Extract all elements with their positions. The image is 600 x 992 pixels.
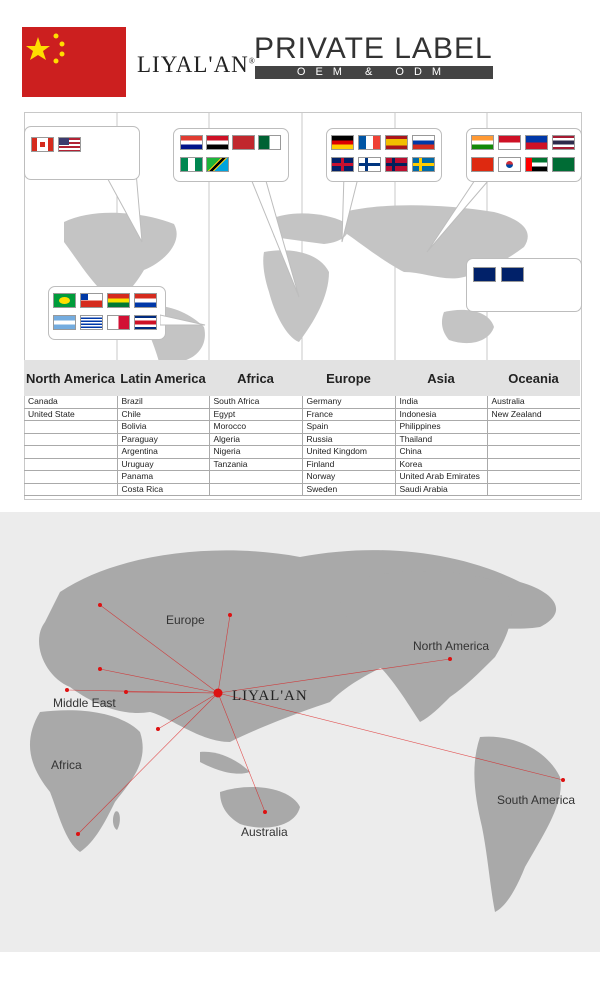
country-cell: Philippines	[395, 421, 487, 434]
thailand-flag-icon	[552, 135, 575, 150]
route-map-svg	[0, 512, 600, 952]
china-flag	[22, 27, 126, 97]
country-cell: Australia	[487, 396, 580, 408]
country-cell: Norway	[302, 471, 395, 484]
country-cell: Uruguay	[117, 458, 209, 471]
region-header: Europe	[326, 370, 371, 386]
map-label-north-america: North America	[413, 639, 490, 653]
country-cell: Argentina	[117, 446, 209, 459]
region-header: Asia	[427, 370, 455, 386]
table-row	[24, 471, 580, 484]
country-cell: Algeria	[209, 433, 302, 446]
table-row	[24, 446, 580, 459]
country-cell	[24, 421, 117, 434]
callout-north-america	[24, 126, 140, 180]
table-row	[24, 433, 580, 446]
table-row	[24, 396, 580, 408]
table-row	[24, 458, 580, 471]
map-label-middle-east: Middle East	[53, 696, 116, 710]
callout-oceania	[466, 258, 582, 312]
map-label-australia: Australia	[241, 825, 288, 839]
map-hub-label: LIYAL'AN	[232, 688, 308, 704]
country-cell: South Africa	[209, 396, 302, 408]
country-cell: United Kingdom	[302, 446, 395, 459]
country-cell: Korea	[395, 458, 487, 471]
new-zealand-flag-icon	[501, 267, 524, 282]
country-cell: Bolivia	[117, 421, 209, 434]
spain-flag-icon	[385, 135, 408, 150]
country-cell: Spain	[302, 421, 395, 434]
uruguay-flag-icon	[80, 315, 103, 330]
region-header: Africa	[237, 370, 274, 386]
saudi-arabia-flag-icon	[552, 157, 575, 172]
continents	[30, 550, 561, 912]
country-cell	[209, 471, 302, 484]
country-cell	[24, 471, 117, 484]
tanzania-flag-icon	[206, 157, 229, 172]
uae-flag-icon	[525, 157, 548, 172]
oem-odm-bar: OEM & ODM	[255, 66, 493, 79]
country-cell	[209, 483, 302, 496]
argentina-flag-icon	[53, 315, 76, 330]
morocco-flag-icon	[232, 135, 255, 150]
callout-asia	[466, 128, 582, 182]
brazil-flag-icon	[53, 293, 76, 308]
sweden-flag-icon	[412, 157, 435, 172]
country-cell: New Zealand	[487, 408, 580, 421]
usa-flag-icon	[58, 137, 81, 152]
region-header: Latin America	[120, 370, 206, 386]
latin-callout-tail	[160, 310, 210, 330]
country-cell: Germany	[302, 396, 395, 408]
canada-flag-icon	[31, 137, 54, 152]
country-cell: Thailand	[395, 433, 487, 446]
country-cell: China	[395, 446, 487, 459]
region-header: Oceania	[508, 370, 559, 386]
egypt-flag-icon	[206, 135, 229, 150]
south-africa-flag-icon	[180, 135, 203, 150]
country-cell	[487, 483, 580, 496]
country-cell: United Arab Emirates	[395, 471, 487, 484]
china-flag-icon	[471, 157, 494, 172]
country-cell: Tanzania	[209, 458, 302, 471]
country-cell: Saudi Arabia	[395, 483, 487, 496]
panama-flag-icon	[107, 315, 130, 330]
country-cell	[24, 446, 117, 459]
paraguay-flag-icon	[134, 293, 157, 308]
chile-flag-icon	[80, 293, 103, 308]
country-cell	[24, 458, 117, 471]
country-cell	[24, 483, 117, 496]
country-cell: Chile	[117, 408, 209, 421]
france-flag-icon	[358, 135, 381, 150]
callout-latin-america	[48, 286, 166, 340]
callout-europe	[326, 128, 442, 182]
country-cell	[487, 446, 580, 459]
algeria-flag-icon	[258, 135, 281, 150]
map-label-south-america: South America	[497, 793, 576, 807]
table-row	[24, 408, 580, 421]
map-label-europe: Europe	[166, 613, 205, 627]
private-label-title: PRIVATE LABEL	[254, 32, 493, 65]
germany-flag-icon	[331, 135, 354, 150]
india-flag-icon	[471, 135, 494, 150]
country-cell: United State	[24, 408, 117, 421]
costa-rica-flag-icon	[134, 315, 157, 330]
australia-flag-icon	[473, 267, 496, 282]
country-cell	[24, 433, 117, 446]
country-cell	[487, 421, 580, 434]
country-cell: Russia	[302, 433, 395, 446]
country-cell	[487, 458, 580, 471]
hub-dot	[214, 689, 223, 698]
country-cell: Costa Rica	[117, 483, 209, 496]
bolivia-flag-icon	[107, 293, 130, 308]
table-row	[24, 483, 580, 496]
norway-flag-icon	[385, 157, 408, 172]
uk-flag-icon	[331, 157, 354, 172]
country-cell: Canada	[24, 396, 117, 408]
region-header-row	[24, 360, 580, 396]
country-cell: Brazil	[117, 396, 209, 408]
table-row	[24, 421, 580, 434]
country-cell: Egypt	[209, 408, 302, 421]
indonesia-flag-icon	[498, 135, 521, 150]
country-cell: Sweden	[302, 483, 395, 496]
region-header: North America	[25, 370, 116, 386]
country-cell: Finland	[302, 458, 395, 471]
country-cell: India	[395, 396, 487, 408]
country-cell: Panama	[117, 471, 209, 484]
finland-flag-icon	[358, 157, 381, 172]
country-cell	[487, 471, 580, 484]
country-cell: Indonesia	[395, 408, 487, 421]
country-cell: France	[302, 408, 395, 421]
country-cell: Nigeria	[209, 446, 302, 459]
russia-flag-icon	[412, 135, 435, 150]
brand-logo: LIYAL'AN®	[137, 52, 256, 77]
country-cell: Morocco	[209, 421, 302, 434]
korea-flag-icon	[498, 157, 521, 172]
map-label-africa: Africa	[51, 758, 82, 772]
philippines-flag-icon	[525, 135, 548, 150]
country-cell	[487, 433, 580, 446]
nigeria-flag-icon	[180, 157, 203, 172]
country-table	[24, 396, 580, 496]
callout-africa	[173, 128, 289, 182]
country-cell: Paraguay	[117, 433, 209, 446]
